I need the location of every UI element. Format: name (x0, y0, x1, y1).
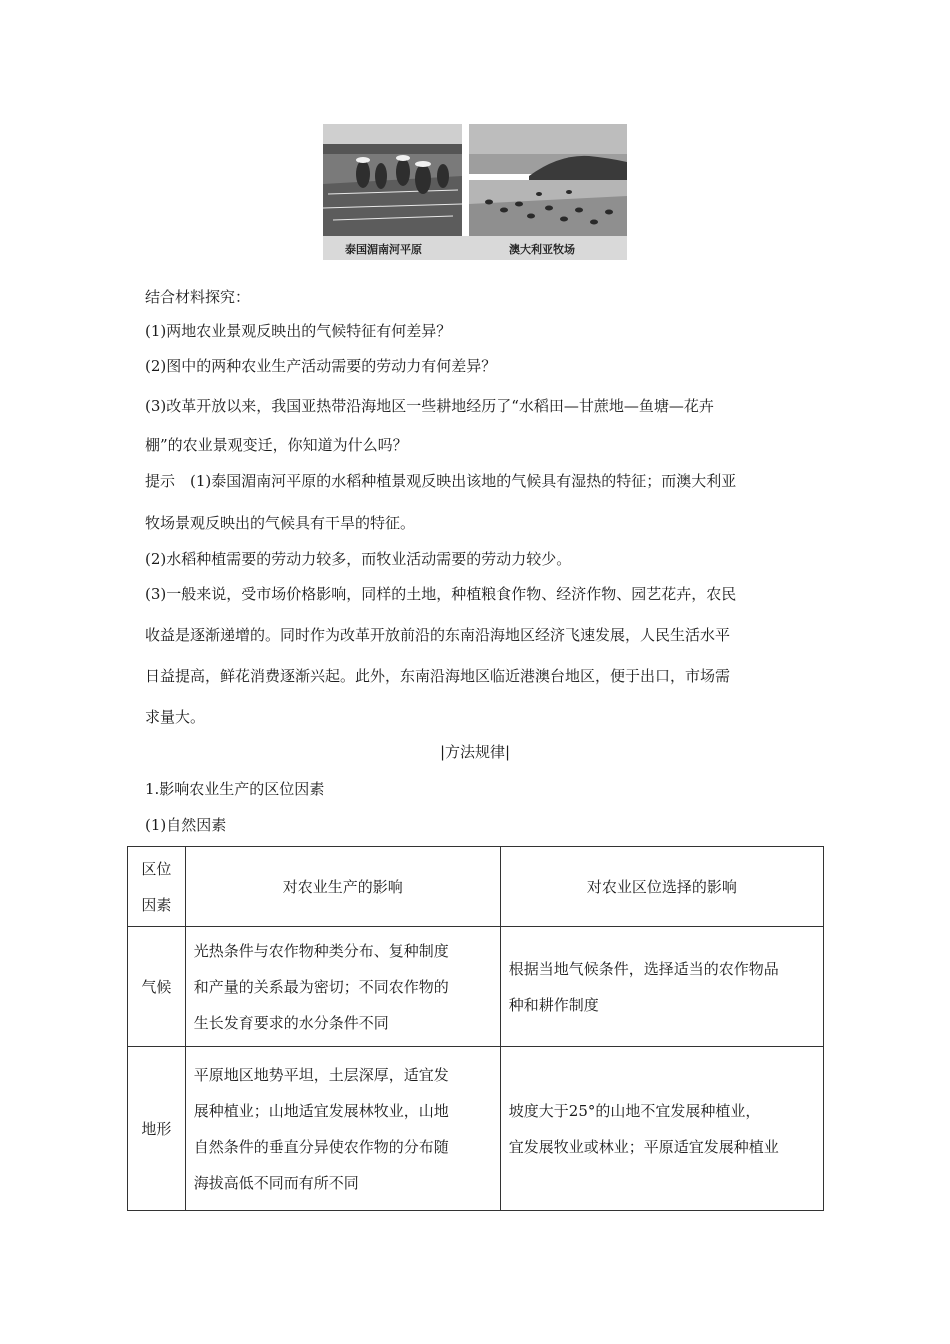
factors-table (127, 846, 824, 1211)
rice-field-photo (323, 124, 462, 236)
hint-line-4: (3)一般来说，受市场价格影响，同样的土地，种植粮食作物、经济作物、园艺花卉，农民 (145, 585, 737, 603)
header-factor-cell (128, 847, 186, 927)
impact-line: 光热条件与农作物种类分布、复种制度 (193, 941, 449, 960)
question-1: (1)两地农业景观反映出的气候特征有何差异？ (145, 322, 452, 340)
impact-cell (185, 927, 500, 1047)
figure-photos (323, 124, 627, 262)
impact-line: 展种植业；山地适宜发展林牧业，山地 (193, 1101, 449, 1120)
header-factor-line-2: 因素 (141, 895, 172, 914)
hint-line-7: 求量大。 (145, 708, 206, 726)
choice-line: 种和耕作制度 (508, 995, 599, 1014)
hint-line-3: (2)水稻种植需要的劳动力较多，而牧业活动需要的劳动力较少。 (145, 550, 572, 568)
factor-cell: 地形 (128, 1047, 186, 1211)
choice-line: 根据当地气候条件，选择适当的农作物品 (508, 959, 779, 978)
hint-line-2: 牧场景观反映出的气候具有干旱的特征。 (145, 514, 416, 532)
impact-cell (185, 1047, 500, 1211)
impact-line: 自然条件的垂直分异使农作物的分布随 (193, 1137, 449, 1156)
table-row (128, 927, 824, 1047)
explore-intro: 结合材料探究： (145, 288, 251, 306)
hint-line-6: 日益提高，鲜花消费逐渐兴起。此外，东南沿海地区临近港澳台地区，便于出口，市场需 (145, 667, 731, 685)
question-3-line-2: 棚”的农业景观变迁，你知道为什么吗？ (145, 436, 408, 454)
pasture-photo (469, 124, 627, 236)
impact-line: 平原地区地势平坦，土层深厚，适宜发 (193, 1065, 449, 1084)
method-heading: |方法规律| (439, 743, 511, 761)
factor-cell: 气候 (128, 927, 186, 1047)
section-title: 1.影响农业生产的区位因素 (145, 780, 325, 798)
hint-line-5: 收益是逐渐递增的。同时作为改革开放前沿的东南沿海地区经济飞速发展，人民生活水平 (145, 626, 731, 644)
table-header-row (128, 847, 824, 927)
subsection-title: (1)自然因素 (145, 816, 227, 834)
left-photo-caption: 泰国湄南河平原 (345, 243, 422, 256)
question-2: (2)图中的两种农业生产活动需要的劳动力有何差异？ (145, 357, 497, 375)
header-choice-cell: 对农业区位选择的影响 (500, 847, 823, 927)
hint-line-1: 提示 (1)泰国湄南河平原的水稻种植景观反映出该地的气候具有湿热的特征；而澳大利亚 (145, 472, 737, 490)
question-3-line-1: (3)改革开放以来，我国亚热带沿海地区一些耕地经历了“水稻田—甘蔗地—鱼塘—花卉 (145, 397, 714, 415)
choice-line: 宜发展牧业或林业；平原适宜发展种植业 (508, 1137, 779, 1156)
right-photo-caption: 澳大利亚牧场 (509, 243, 575, 256)
impact-line: 和产量的关系最为密切；不同农作物的 (193, 977, 449, 996)
choice-cell (500, 927, 823, 1047)
table-row (128, 1047, 824, 1211)
header-factor-line-1: 区位 (141, 859, 172, 878)
choice-line: 坡度大于25°的山地不宜发展种植业， (508, 1101, 761, 1120)
impact-line: 生长发育要求的水分条件不同 (193, 1013, 389, 1032)
impact-line: 海拔高低不同而有所不同 (193, 1173, 359, 1192)
header-impact-cell: 对农业生产的影响 (185, 847, 500, 927)
choice-cell (500, 1047, 823, 1211)
